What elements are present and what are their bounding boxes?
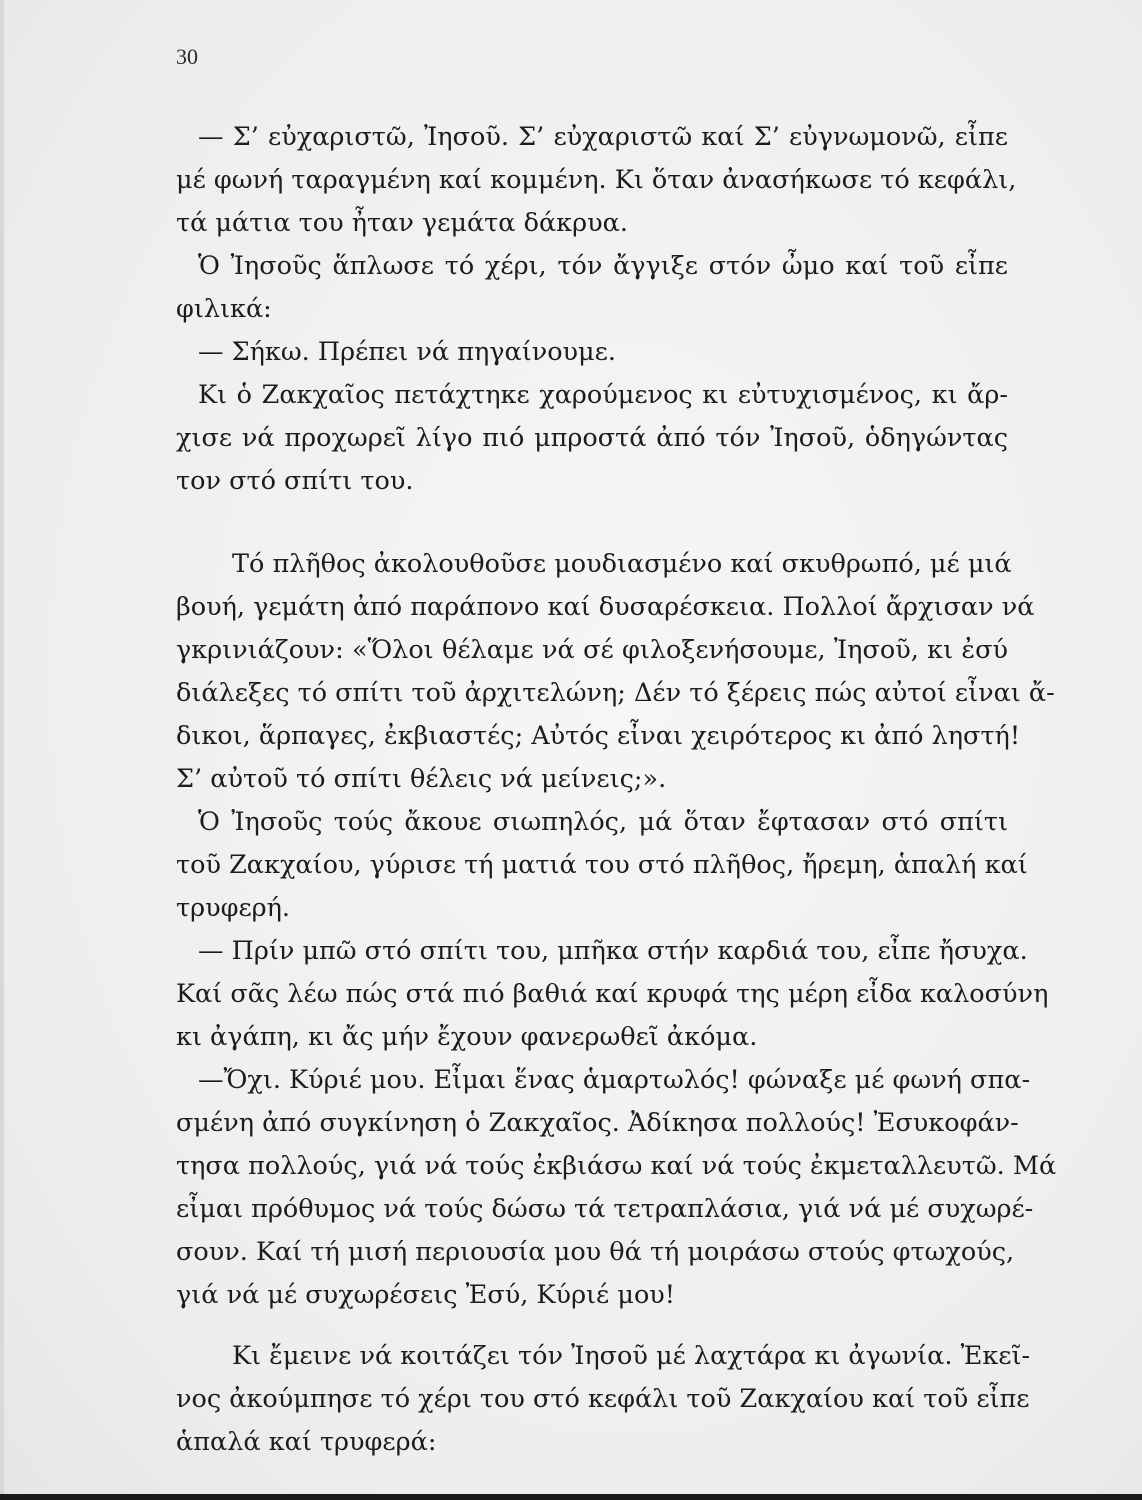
text-line: Καί σᾶς λέω πώς στά πιό βαθιά καί κρυφά της μέρη εἶδα καλοσύνη <box>176 979 1049 1009</box>
paragraph <box>176 245 1008 331</box>
text-line: γιά νά μέ συχωρέσεις Ἐσύ, Κύριέ μου! <box>176 1280 676 1310</box>
text-line: νος ἀκούμπησε τό χέρι του στό κεφάλι τοῦ Ζακχαίου καί τοῦ εἶπε <box>176 1384 1030 1414</box>
text-line: τον στό σπίτι του. <box>176 466 414 496</box>
text-line: δικοι, ἅρπαγες, ἐκβιαστές; Αὐτός εἶναι χειρότερος κι ἀπό ληστή! <box>176 721 1021 751</box>
scan-bottom-edge <box>0 1494 1142 1500</box>
text-line: χισε νά προχωρεῖ λίγο πιό μπροστά ἀπό τόν Ἰησοῦ, ὁδηγώντας <box>176 423 1008 453</box>
text-line: Σ’ αὐτοῦ τό σπίτι θέλεις νά μείνεις;». <box>176 764 667 794</box>
text-line: Τό πλῆθος ἀκολουθοῦσε μουδιασμένο καί σκυθρωπό, μέ μιά <box>232 549 1012 579</box>
text-line: σουν. Καί τή μισή περιουσία μου θά τή μοιράσω στούς φτωχούς, <box>176 1237 1015 1267</box>
text-line: γκρινιάζουν: «Ὅλοι θέλαμε νά σέ φιλοξενήσουμε, Ἰησοῦ, κι ἐσύ <box>176 635 1008 665</box>
text-line: εἶμαι πρόθυμος νά τούς δώσω τά τετραπλάσια, γιά νά μέ συχωρέ- <box>176 1194 1034 1224</box>
text-line: τά μάτια του ἦταν γεμάτα δάκρυα. <box>176 208 628 238</box>
paragraph <box>176 116 1017 245</box>
section-gap <box>176 1317 1008 1335</box>
text-line: Ὁ Ἰησοῦς τούς ἄκουε σιωπηλός, μά ὅταν ἔφτασαν στό σπίτι <box>198 807 1008 837</box>
text-line: φιλικά: <box>176 294 272 324</box>
text-line: τησα πολλούς, γιά νά τούς ἐκβιάσω καί νά τούς ἐκμεταλλευτῶ. Μά <box>176 1151 1057 1181</box>
text-line: Κι ὁ Ζακχαῖος πετάχτηκε χαρούμενος κι εὐτυχισμένος, κι ἄρ- <box>198 380 1008 410</box>
paragraph <box>176 930 1049 1059</box>
paragraph <box>176 1059 1057 1317</box>
page-left-edge <box>0 0 4 1500</box>
text-line: σμένη ἀπό συγκίνηση ὁ Ζακχαῖος. Ἀδίκησα πολλούς! Ἐσυκοφάν- <box>176 1108 1019 1138</box>
paragraph <box>176 374 1008 503</box>
text-line: τοῦ Ζακχαίου, γύρισε τή ματιά του στό πλῆθος, ἤρεμη, ἁπαλή καί <box>176 850 1028 880</box>
text-line: ἁπαλά καί τρυφερά: <box>176 1427 437 1457</box>
text-line: Ὁ Ἰησοῦς ἅπλωσε τό χέρι, τόν ἄγγιξε στόν ὦμο καί τοῦ εἶπε <box>198 251 1008 281</box>
section-gap <box>176 503 1008 543</box>
paragraph <box>176 331 1008 374</box>
text-line: — Σήκω. Πρέπει νά πηγαίνουμε. <box>198 337 616 367</box>
text-line: μέ φωνή ταραγμένη καί κομμένη. Κι ὅταν ἀνασήκωσε τό κεφάλι, <box>176 165 1017 195</box>
text-line: τρυφερή. <box>176 893 291 923</box>
text-line: βουή, γεμάτη ἀπό παράπονο καί δυσαρέσκεια. Πολλοί ἄρχισαν νά <box>176 592 1035 622</box>
text-line: κι ἀγάπη, κι ἄς μήν ἔχουν φανερωθεῖ ἀκόμα. <box>176 1022 758 1052</box>
paragraph <box>176 1335 1031 1464</box>
text-line: —Ὄχι. Κύριέ μου. Εἶμαι ἕνας ἁμαρτωλός! φώναξε μέ φωνή σπα- <box>198 1065 1031 1095</box>
text-line: διάλεξες τό σπίτι τοῦ ἀρχιτελώνη; Δέν τό ξέρεις πώς αὐτοί εἶναι ἄ- <box>176 678 1055 708</box>
paragraph <box>176 543 1055 801</box>
page-number: 30 <box>176 44 198 69</box>
text-line: — Πρίν μπῶ στό σπίτι του, μπῆκα στήν καρδιά του, εἶπε ἤσυχα. <box>198 936 1028 966</box>
body-text <box>176 116 1057 1464</box>
text-line: Κι ἔμεινε νά κοιτάζει τόν Ἰησοῦ μέ λαχτάρα κι ἀγωνία. Ἐκεῖ- <box>232 1341 1031 1371</box>
text-line: — Σ’ εὐχαριστῶ, Ἰησοῦ. Σ’ εὐχαριστῶ καί Σ’ εὐγνωμονῶ, εἶπε <box>198 122 1008 152</box>
paragraph <box>176 801 1028 930</box>
